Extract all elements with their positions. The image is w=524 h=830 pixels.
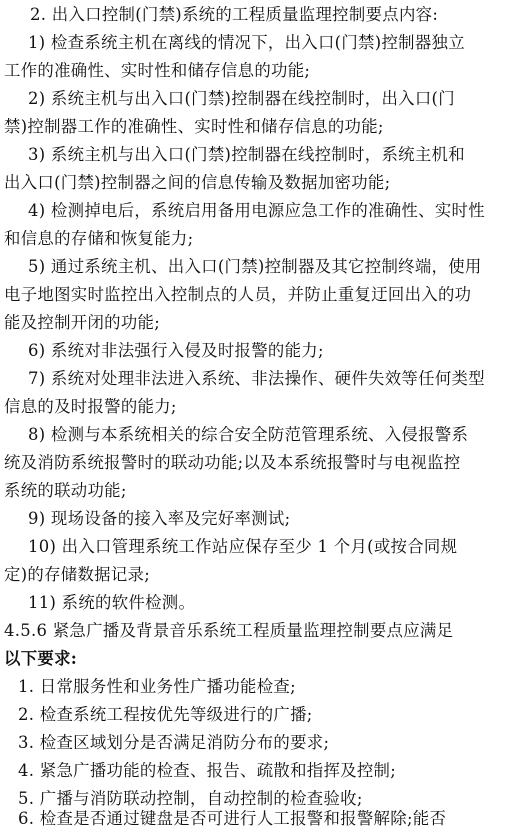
text-line-22: 11) 系统的软件检测。: [28, 593, 196, 612]
text-line-11: 电子地图实时监控出入控制点的人员，并防止重复迂回出入的功: [4, 285, 472, 304]
text-line-29: 5. 广播与消防联动控制，自动控制的检查验收;: [18, 789, 363, 808]
text-line-8: 4) 检测掉电后，系统启用备用电源应急工作的准确性、实时性: [28, 201, 485, 220]
text-line-13: 6) 系统对非法强行入侵及时报警的能力;: [28, 341, 324, 360]
text-line-9: 和信息的存储和恢复能力;: [4, 229, 194, 248]
text-line-4: 2) 系统主机与出入口(门禁)控制器在线控制时，出入口(门: [28, 89, 455, 108]
section-heading-4-5-6: 4.5.6 紧急广播及背景音乐系统工程质量监理控制要点应满足: [4, 621, 454, 640]
text-line-27: 3. 检查区域划分是否满足消防分布的要求;: [18, 733, 330, 752]
text-line-20: 10) 出入口管理系统工作站应保存至少 1 个月(或按合同规: [28, 537, 458, 556]
text-line-15: 信息的及时报警的能力;: [4, 397, 177, 416]
text-line-19: 9) 现场设备的接入率及完好率测试;: [28, 509, 291, 528]
text-line-17: 统及消防系统报警时的联动功能;以及本系统报警时与电视监控: [4, 453, 461, 472]
section-heading-continued: 以下要求:: [4, 649, 78, 668]
text-line-2: 1) 检查系统主机在离线的情况下，出入口(门禁)控制器独立: [28, 33, 465, 52]
text-line-6: 3) 系统主机与出入口(门禁)控制器在线控制时，系统主机和: [28, 145, 465, 164]
text-line-5: 禁)控制器工作的准确性、实时性和储存信息的功能;: [4, 117, 384, 136]
text-line-10: 5) 通过系统主机、出入口(门禁)控制器及其它控制终端，使用: [28, 257, 482, 276]
text-line-12: 能及控制开闭的功能;: [4, 313, 161, 332]
text-line-16: 8) 检测与本系统相关的综合安全防范管理系统、入侵报警系: [28, 425, 469, 444]
text-line-30: 6. 检查是否通过键盘是否可进行人工报警和报警解除;能否: [18, 809, 447, 828]
text-line-18: 系统的联动功能;: [4, 481, 127, 500]
text-line-3: 工作的准确性、实时性和储存信息的功能;: [4, 61, 311, 80]
text-line-21: 定)的存储数据记录;: [4, 565, 151, 584]
text-line-28: 4. 紧急广播功能的检查、报告、疏散和指挥及控制;: [18, 761, 397, 780]
text-line-26: 2. 检查系统工程按优先等级进行的广播;: [18, 705, 313, 724]
text-line-25: 1. 日常服务性和业务性广播功能检查;: [18, 677, 296, 696]
text-line-1: 2. 出入口控制(门禁)系统的工程质量监理控制要点内容:: [30, 5, 439, 24]
text-line-14: 7) 系统对处理非法进入系统、非法操作、硬件失效等任何类型: [28, 369, 485, 388]
text-line-7: 出入口(门禁)控制器之间的信息传输及数据加密功能;: [4, 173, 391, 192]
